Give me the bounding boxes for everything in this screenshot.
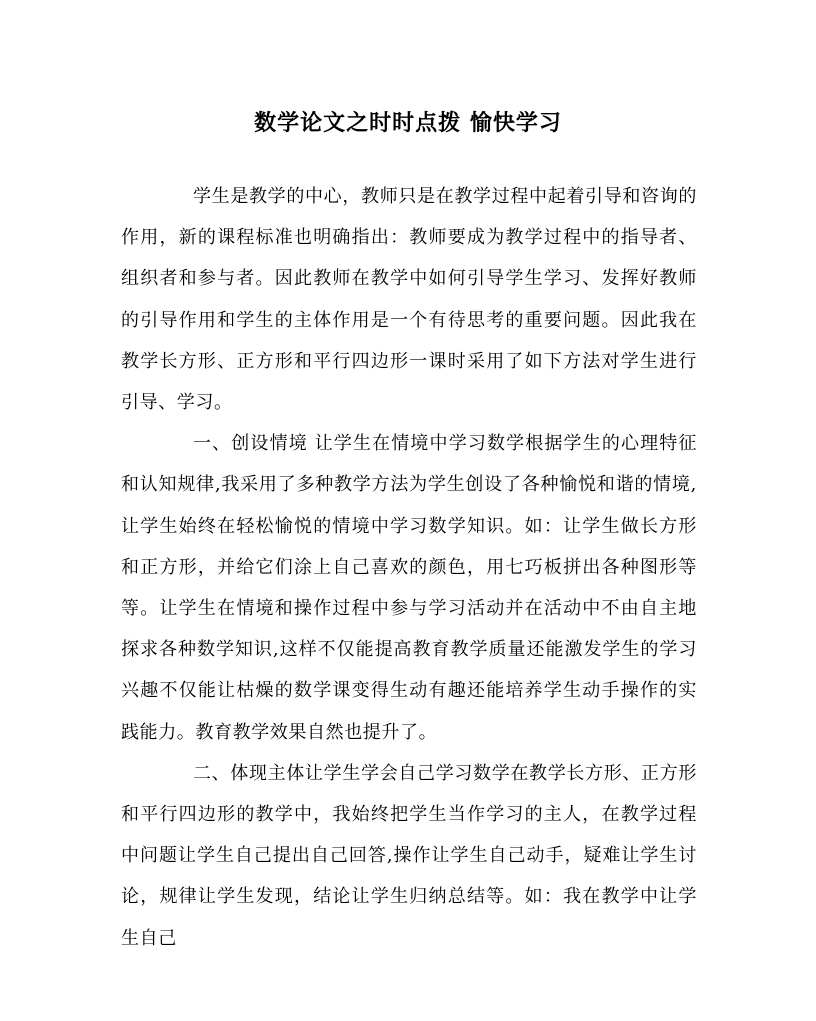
document-title: 数学论文之时时点拨 愉快学习 [254,110,562,136]
paragraph-section-one: 一、创设情境 让学生在情境中学习数学根据学生的心理特征和认知规律,我采用了多种教学方法为学生创设了各种愉悦和谐的情境,让学生始终在轻松愉悦的情境中学习数学知识。如：让学生做长方形和正方形，并给它们涂上自己喜欢的颜色，用七巧板拼出各种图形等等。让学生在情境和操作过程中参与学习活动并在活动中不由自主地探求各种数学知识,这样不仅能提高教育教学质量还能激发学生的学习兴趣不仅能让枯燥的数学课变得生动有趣还能培养学生动手操作的实践能力。教育教学效果自然也提升了。 [121,433,697,743]
document-body [121,176,697,959]
paragraph-intro: 学生是教学的中心，教师只是在教学过程中起着引导和咨询的作用，新的课程标准也明确指出：教师要成为教学过程中的指导者、组织者和参与者。因此教师在教学中如何引导学生学习、发挥好教师的引导作用和学生的主体作用是一个有待思考的重要问题。因此我在教学长方形、正方形和平行四边形一课时采用了如下方法对学生进行引导、学习。 [121,186,697,414]
paragraph-section-two: 二、体现主体让学生学会自己学习数学在教学长方形、正方形和平行四边形的教学中，我始终把学生当作学习的主人，在教学过程中问题让学生自己提出自己回答,操作让学生自己动手，疑难让学生讨论，规律让学生发现，结论让学生归纳总结等。如：我在教学中让学生自己 [121,762,697,949]
